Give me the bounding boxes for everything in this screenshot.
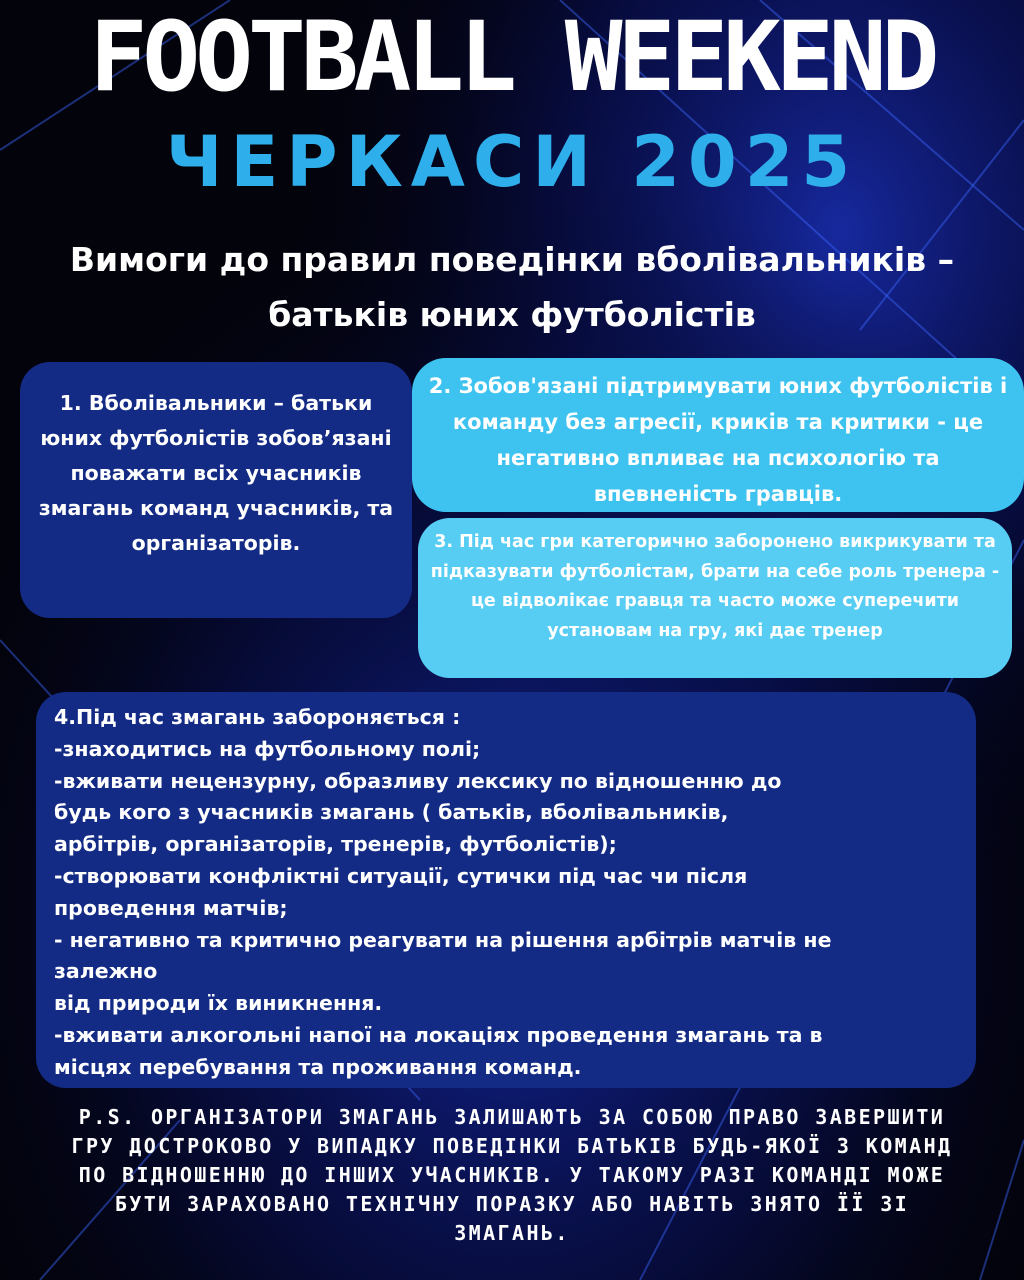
rule-3-text: 3. Під час гри категорично заборонено викрикувати та підказувати футболістам, брати на себе роль тренера - це відволікає гравця та часто може суперечити установам на гру, які дає тренер [430,532,1000,641]
rule-4-line: -вживати алкогольні напої на локаціях проведення змагань та в [54,1022,823,1047]
rule-4-line: від природи їх виникнення. [54,991,383,1016]
rule-4-line: 4.Під час змагань забороняється : [54,705,461,729]
rule-2-card [412,358,1024,512]
rule-4-line: місцях перебування та проживання команд. [54,1054,582,1079]
rule-4-line: залежно [54,959,158,984]
section-heading: Вимоги до правил поведінки вболівальників – батьків юних футболістів [69,240,955,334]
rule-4-line: проведення матчів; [54,895,288,920]
rule-3-card [418,518,1012,678]
page-title: FOOTBALL WEEKEND [89,1,935,113]
rule-2-text: 2. Зобов'язані підтримувати юних футболістів і команду без агресії, криків та критики - це негативно впливає на психологію та впевненість гравців. [428,374,1008,506]
rule-1-card [20,362,412,618]
rule-1-text: 1. Вболівальники – батьки юних футболістів зобов’язані поважати всіх учасників змагань команд учасників, та організаторів. [38,391,394,555]
rule-4-card [36,692,976,1088]
rule-4-line: -знаходитись на футбольному полі; [54,736,481,761]
ps-footer-note: P.S. ОРГАНІЗАТОРИ ЗМАГАНЬ ЗАЛИШАЮТЬ ЗА СОБОЮ ПРАВО ЗАВЕРШИТИ ГРУ ДОСТРОКОВО У ВИПАДКУ ПОВЕДІНКИ БАТЬКІВ БУДЬ-ЯКОЇ З КОМАНД ПО ВІДНОШЕННЮ ДО ІНШИХ УЧАСНИКІВ. У ТАКОМУ РАЗІ КОМАНДІ МОЖЕ БУТИ ЗАРАХОВАНО ТЕХНІЧНУ ПОРАЗКУ АБО НАВІТЬ ЗНЯТО ЇЇ ЗІ ЗМАГАНЬ. [71,1105,953,1245]
rule-4-line: арбітрів, організаторів, тренерів, футболістів); [54,832,617,857]
rule-4-line: -створювати конфліктні ситуації, сутички під час чи після [54,863,748,888]
rule-4-line: -вживати нецензурну, образливу лексику по відношенню до [54,768,782,793]
rule-4-line: будь кого з учасників змагань ( батьків, вболівальників, [54,800,729,825]
rule-4-line: - негативно та критично реагувати на рішення арбітрів матчів не [54,927,832,952]
city-year-subtitle: ЧЕРКАСИ 2025 [165,121,859,203]
